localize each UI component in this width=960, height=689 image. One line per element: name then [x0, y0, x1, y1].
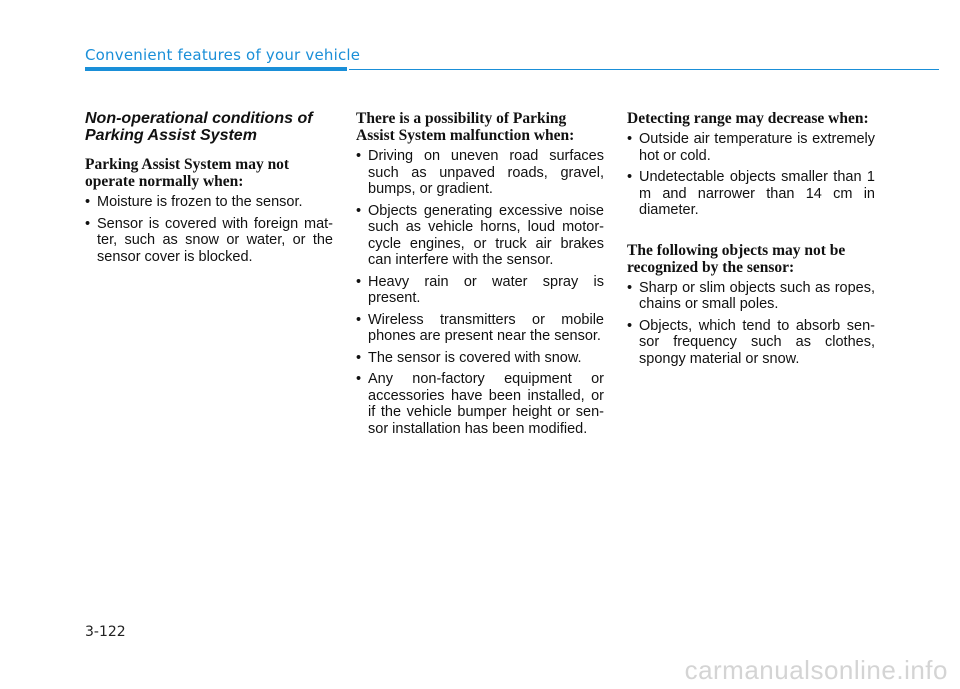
- list-item: [627, 318, 875, 368]
- list-item: [356, 148, 604, 198]
- bullet-icon: •: [627, 169, 633, 185]
- bullet-list: [627, 131, 875, 219]
- list-item-text: Undetectable objects smaller than 1 m and narrower than 14 cm in diameter.: [639, 169, 875, 218]
- list-item-text: Sensor is covered with foreign mat- ter, such as snow or water, or the sensor cover is blocked.: [97, 215, 333, 265]
- section-title: Convenient features of your vehicle: [85, 46, 361, 64]
- sub-heading: The following objects may not be recognized by the sensor:: [627, 241, 846, 276]
- bullet-list: [627, 280, 875, 368]
- list-item: [356, 350, 604, 367]
- list-item-text: The sensor is covered with snow.: [368, 349, 582, 366]
- column-left: [85, 110, 333, 270]
- list-item-text: Wireless transmitters or mobile phones are present near the sensor.: [368, 311, 604, 344]
- watermark: carmanualsonline.info: [684, 655, 948, 685]
- bullet-icon: •: [627, 317, 633, 334]
- list-item: [356, 371, 604, 437]
- italic-heading: Non-operational conditions of Parking Assist System: [85, 110, 313, 144]
- bullet-icon: •: [356, 311, 362, 328]
- page-number: 3-122: [85, 624, 126, 640]
- list-item: [627, 280, 875, 313]
- sub-heading: Parking Assist System may not operate normally when:: [85, 156, 290, 190]
- list-item-text: Objects, which tend to absorb sen- sor frequency such as clothes, spongy material or snow.: [639, 317, 875, 367]
- column-middle: [356, 110, 604, 442]
- bullet-icon: •: [356, 202, 362, 219]
- spacer: [627, 224, 875, 242]
- header-rule-thick: [85, 67, 347, 71]
- bullet-icon: •: [627, 131, 633, 147]
- list-item: [356, 203, 604, 269]
- header-rule-thin: [349, 69, 939, 70]
- list-item-text: Sharp or slim objects such as ropes, chains or small poles.: [639, 279, 875, 312]
- bullet-icon: •: [627, 279, 633, 296]
- column-right: [627, 110, 875, 372]
- bullet-icon: •: [356, 273, 362, 290]
- list-item: [356, 274, 604, 307]
- list-item: [85, 216, 333, 266]
- list-item-text: Driving on uneven road surfaces such as unpaved roads, gravel, bumps, or gradient.: [368, 148, 604, 197]
- list-item-text: Moisture is frozen to the sensor.: [97, 194, 303, 210]
- list-item: [627, 169, 875, 219]
- list-item-text: Heavy rain or water spray is present.: [368, 273, 604, 306]
- bullet-icon: •: [356, 371, 362, 387]
- list-item-text: Objects generating excessive noise such as vehicle horns, loud motor- cycle engines, or truck air brakes can interfere with the sensor.: [368, 202, 604, 268]
- sub-heading: There is a possibility of Parking Assist System malfunction when:: [356, 110, 575, 144]
- list-item-text: Any non-factory equipment or accessories have been installed, or if the vehicle bumper height or sen- sor installation has been modified.: [368, 371, 604, 437]
- list-item: [85, 194, 333, 211]
- bullet-icon: •: [356, 349, 362, 366]
- list-item: [356, 312, 604, 345]
- bullet-list: [85, 194, 333, 265]
- list-item-text: Outside air temperature is extremely hot or cold.: [639, 131, 875, 164]
- bullet-icon: •: [85, 194, 91, 210]
- bullet-icon: •: [356, 148, 362, 164]
- bullet-icon: •: [85, 215, 91, 232]
- bullet-list: [356, 148, 604, 437]
- sub-heading: Detecting range may decrease when:: [627, 110, 869, 127]
- list-item: [627, 131, 875, 164]
